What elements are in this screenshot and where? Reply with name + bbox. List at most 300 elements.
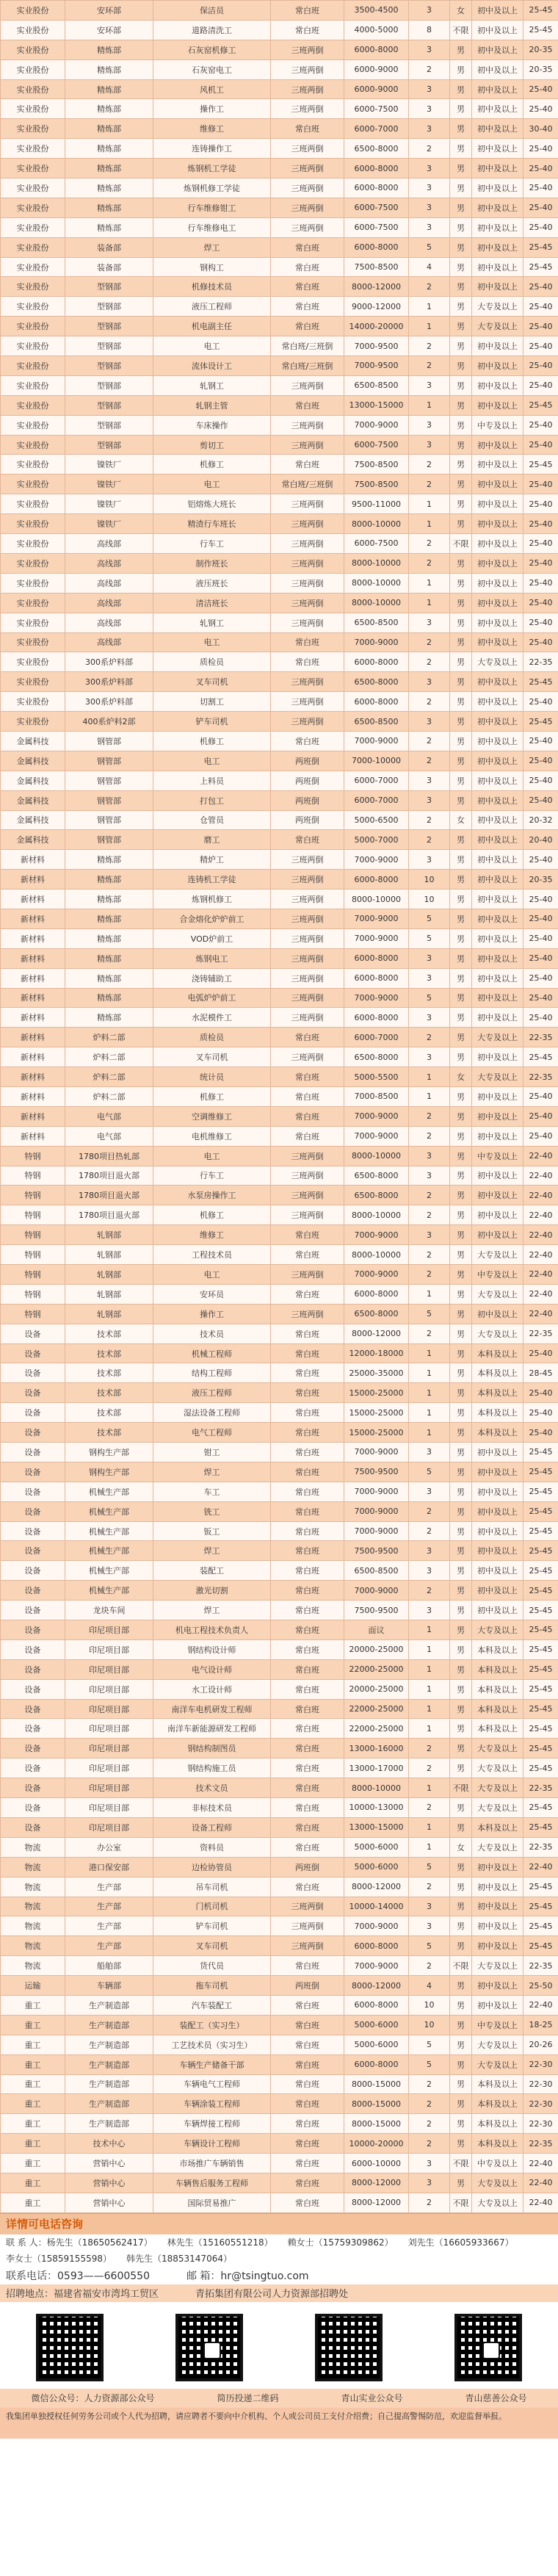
cell-gender: 男: [450, 1659, 472, 1679]
cell-headcount: 2: [409, 652, 450, 672]
cell-education: 初中及以上: [472, 237, 523, 257]
cell-department: 炉料二部: [65, 1067, 153, 1087]
cell-position: 切割工: [153, 692, 271, 712]
cell-company: 物流: [1, 1936, 65, 1956]
cell-education: 中专及以上: [472, 1146, 523, 1166]
cell-headcount: 2: [409, 751, 450, 771]
cell-position: 门机司机: [153, 1897, 271, 1916]
cell-age: 25-40: [523, 890, 558, 909]
cell-age: 25-40: [523, 178, 558, 198]
cell-gender: 男: [450, 593, 472, 613]
cell-education: 初中及以上: [472, 830, 523, 850]
cell-company: 物流: [1, 1956, 65, 1976]
cell-gender: 男: [450, 217, 472, 237]
cell-age: 25-40: [523, 573, 558, 593]
table-row: [1, 395, 558, 415]
cell-headcount: 5: [409, 2035, 450, 2054]
cell-gender: 男: [450, 632, 472, 652]
cell-age: 25-40: [523, 514, 558, 534]
cell-education: 初中及以上: [472, 988, 523, 1008]
cell-headcount: 10: [409, 870, 450, 890]
cell-position: 车工: [153, 1482, 271, 1501]
cell-salary: 6000-8000: [344, 237, 409, 257]
cell-salary: 22000-25000: [344, 1699, 409, 1719]
cell-age: 25-45: [523, 1561, 558, 1581]
table-row: [1, 1028, 558, 1047]
cell-education: 初中及以上: [472, 928, 523, 948]
cell-age: 22-40: [523, 2193, 558, 2212]
cell-salary: 7000-9000: [344, 1443, 409, 1462]
contact-yang: 联 系 人：杨先生（18650562417）: [6, 2237, 153, 2248]
cell-shift: 常白班: [271, 1403, 344, 1423]
cell-shift: 三班两倒: [271, 553, 344, 573]
cell-headcount: 1: [409, 1284, 450, 1304]
cell-position: 钢结构施工员: [153, 1758, 271, 1778]
cell-company: 实业股份: [1, 317, 65, 336]
cell-age: 25-45: [523, 237, 558, 257]
cell-company: 新材料: [1, 968, 65, 988]
cell-position: 液压工程师: [153, 1383, 271, 1403]
cell-shift: 常白班: [271, 317, 344, 336]
cell-salary: 13000-16000: [344, 1739, 409, 1758]
cell-education: 初中及以上: [472, 1205, 523, 1225]
cell-gender: 男: [450, 2094, 472, 2114]
cell-company: 设备: [1, 1778, 65, 1798]
cell-shift: 常白班: [271, 1086, 344, 1106]
cell-education: 大专及以上: [472, 1620, 523, 1640]
table-row: [1, 534, 558, 554]
cell-headcount: 2: [409, 1245, 450, 1265]
cell-shift: 三班两倒: [271, 1186, 344, 1205]
cell-gender: 男: [450, 1443, 472, 1462]
cell-department: 钢管部: [65, 830, 153, 850]
cell-company: 新材料: [1, 1008, 65, 1028]
cell-shift: 常白班: [271, 1363, 344, 1383]
table-row: [1, 119, 558, 139]
cell-position: 液压工程师: [153, 297, 271, 317]
cell-position: 电弧炉炉前工: [153, 988, 271, 1008]
cell-shift: 三班两倒: [271, 139, 344, 159]
cell-education: 本科及以上: [472, 2114, 523, 2134]
cell-salary: 7000-9000: [344, 1581, 409, 1601]
table-row: [1, 1284, 558, 1304]
cell-shift: 三班两倒: [271, 573, 344, 593]
cell-shift: 三班两倒: [271, 1166, 344, 1186]
table-row: [1, 1778, 558, 1798]
cell-position: 水泵房操作工: [153, 1186, 271, 1205]
cell-position: 钣工: [153, 1521, 271, 1541]
cell-education: 初中及以上: [472, 534, 523, 554]
cell-position: 轧钢工: [153, 375, 271, 395]
cell-gender: 男: [450, 1324, 472, 1343]
cell-department: 营销中心: [65, 2154, 153, 2173]
table-row: [1, 1245, 558, 1265]
cell-salary: 7000-9000: [344, 1106, 409, 1126]
cell-age: 25-40: [523, 632, 558, 652]
cell-age: 25-45: [523, 712, 558, 732]
cell-headcount: 4: [409, 257, 450, 277]
cell-headcount: 2: [409, 1186, 450, 1205]
cell-company: 实业股份: [1, 632, 65, 652]
cell-age: 20-35: [523, 40, 558, 59]
cell-headcount: 1: [409, 494, 450, 514]
cell-department: 生产制造部: [65, 2015, 153, 2035]
cell-headcount: 1: [409, 297, 450, 317]
cell-salary: 8000-12000: [344, 2173, 409, 2193]
phone-number[interactable]: 联系电话：0593——6600550: [6, 2270, 150, 2282]
email-address[interactable]: 邮 箱：hr@tsingtuo.com: [186, 2270, 309, 2282]
cell-headcount: 2: [409, 139, 450, 159]
cell-position: 浇铸辅助工: [153, 968, 271, 988]
cell-company: 设备: [1, 1324, 65, 1343]
cell-shift: 常白班: [271, 1245, 344, 1265]
cell-position: 保洁员: [153, 1, 271, 21]
cell-shift: 三班两倒: [271, 1265, 344, 1285]
cell-age: 25-40: [523, 356, 558, 376]
cell-department: 高线部: [65, 534, 153, 554]
cell-company: 运输: [1, 1976, 65, 1996]
cell-education: 初中及以上: [472, 1304, 523, 1324]
cell-shift: 三班两倒: [271, 534, 344, 554]
cell-shift: 常白班: [271, 1423, 344, 1443]
cell-department: 镍铁厂: [65, 475, 153, 494]
cell-gender: 男: [450, 652, 472, 672]
cell-headcount: 2: [409, 59, 450, 79]
cell-position: 水泥模件工: [153, 1008, 271, 1028]
cell-shift: 三班两倒: [271, 1916, 344, 1936]
cell-headcount: 3: [409, 1541, 450, 1561]
cell-headcount: 1: [409, 1086, 450, 1106]
cell-shift: 常白班: [271, 2193, 344, 2212]
cell-shift: 三班两倒: [271, 1897, 344, 1916]
cell-position: 剪切工: [153, 435, 271, 455]
cell-gender: 男: [450, 830, 472, 850]
cell-education: 本科及以上: [472, 2134, 523, 2154]
cell-company: 实业股份: [1, 198, 65, 217]
cell-education: 初中及以上: [472, 573, 523, 593]
cell-company: 设备: [1, 1659, 65, 1679]
cell-company: 设备: [1, 1817, 65, 1837]
contact-lin: 林先生（15160551218）: [167, 2237, 273, 2248]
cell-shift: 常白班: [271, 2035, 344, 2054]
table-row: [1, 2193, 558, 2212]
cell-salary: 5000-7000: [344, 830, 409, 850]
cell-company: 设备: [1, 1620, 65, 1640]
cell-position: 操作工: [153, 99, 271, 119]
cell-gender: 女: [450, 810, 472, 830]
cell-gender: 男: [450, 514, 472, 534]
table-row: [1, 1620, 558, 1640]
cell-gender: 男: [450, 1798, 472, 1818]
cell-company: 设备: [1, 1443, 65, 1462]
cell-company: 设备: [1, 1639, 65, 1659]
cell-position: 电工: [153, 751, 271, 771]
cell-salary: 6000-7500: [344, 198, 409, 217]
cell-department: 300系炉料部: [65, 692, 153, 712]
cell-company: 物流: [1, 1857, 65, 1877]
cell-department: 钢管部: [65, 751, 153, 771]
cell-education: 本科及以上: [472, 1719, 523, 1739]
table-row: [1, 692, 558, 712]
table-row: [1, 2074, 558, 2094]
qr-code-hr-icon[interactable]: [36, 2314, 104, 2381]
cell-position: 行车维修钳工: [153, 198, 271, 217]
address-bar: [0, 2284, 558, 2302]
cell-company: 新材料: [1, 1086, 65, 1106]
cell-position: 湿法设备工程师: [153, 1403, 271, 1423]
cell-shift: 常白班: [271, 1443, 344, 1462]
table-row: [1, 494, 558, 514]
cell-company: 重工: [1, 2193, 65, 2212]
cell-position: 车床操作: [153, 415, 271, 435]
cell-department: 生产部: [65, 1936, 153, 1956]
cell-gender: 男: [450, 494, 472, 514]
table-row: [1, 178, 558, 198]
cell-department: 机械生产部: [65, 1541, 153, 1561]
cell-headcount: 5: [409, 1857, 450, 1877]
cell-shift: 常白班: [271, 1501, 344, 1521]
cell-shift: 常白班: [271, 257, 344, 277]
cell-age: 25-40: [523, 415, 558, 435]
cell-department: 型钢部: [65, 435, 153, 455]
cell-age: 25-45: [523, 1639, 558, 1659]
cell-company: 重工: [1, 2154, 65, 2173]
qr-code-industry-icon[interactable]: [315, 2314, 383, 2381]
cell-age: 25-40: [523, 1106, 558, 1126]
cell-company: 实业股份: [1, 99, 65, 119]
cell-position: 道路清洗工: [153, 20, 271, 40]
cell-age: 25-40: [523, 613, 558, 632]
cell-position: 水工设计师: [153, 1679, 271, 1699]
cell-headcount: 1: [409, 1423, 450, 1443]
cell-shift: 三班两倒: [271, 59, 344, 79]
cell-gender: 男: [450, 1561, 472, 1581]
cell-education: 初中及以上: [472, 40, 523, 59]
cell-salary: 7000-8500: [344, 1086, 409, 1106]
cell-education: 初中及以上: [472, 870, 523, 890]
contact-li: 李女士（15859155598）: [6, 2254, 112, 2265]
cell-department: 精炼部: [65, 178, 153, 198]
cell-department: 精炼部: [65, 139, 153, 159]
table-row: [1, 1601, 558, 1620]
cell-salary: 6500-8500: [344, 613, 409, 632]
table-row: [1, 20, 558, 40]
cell-headcount: 5: [409, 1936, 450, 1956]
cell-shift: 三班两倒: [271, 948, 344, 968]
cell-education: 大专及以上: [472, 1324, 523, 1343]
cell-department: 轧钢部: [65, 1265, 153, 1285]
cell-headcount: 3: [409, 217, 450, 237]
cell-position: 拖车司机: [153, 1976, 271, 1996]
cell-company: 实业股份: [1, 336, 65, 356]
table-row: [1, 1561, 558, 1581]
cell-company: 设备: [1, 1758, 65, 1778]
cell-education: 初中及以上: [472, 1897, 523, 1916]
cell-age: 25-50: [523, 1976, 558, 1996]
cell-education: 初中及以上: [472, 1106, 523, 1126]
cell-gender: 男: [450, 1146, 472, 1166]
table-row: [1, 217, 558, 237]
cell-age: 20-26: [523, 2035, 558, 2054]
cell-headcount: 3: [409, 948, 450, 968]
table-row: [1, 1146, 558, 1166]
cell-salary: 8000-15000: [344, 2114, 409, 2134]
cell-gender: 男: [450, 198, 472, 217]
cell-education: 初中及以上: [472, 1086, 523, 1106]
cell-education: 初中及以上: [472, 1047, 523, 1067]
table-row: [1, 99, 558, 119]
cell-gender: 男: [450, 1265, 472, 1285]
cell-education: 初中及以上: [472, 1521, 523, 1541]
cell-company: 设备: [1, 1541, 65, 1561]
cell-headcount: 3: [409, 1601, 450, 1620]
table-row: [1, 455, 558, 475]
table-row: [1, 1877, 558, 1897]
cell-shift: 常白班: [271, 731, 344, 751]
cell-age: 25-40: [523, 1343, 558, 1363]
cell-company: 重工: [1, 2114, 65, 2134]
cell-company: 实业股份: [1, 1, 65, 21]
cell-education: 大专及以上: [472, 1739, 523, 1758]
table-row: [1, 514, 558, 534]
cell-education: 初中及以上: [472, 968, 523, 988]
cell-education: 初中及以上: [472, 119, 523, 139]
cell-gender: 男: [450, 553, 472, 573]
cell-shift: 常白班: [271, 20, 344, 40]
cell-position: 清洁班长: [153, 593, 271, 613]
qr-code-resume-icon[interactable]: [175, 2314, 243, 2381]
cell-department: 炉料二部: [65, 1028, 153, 1047]
cell-shift: 常白班: [271, 1, 344, 21]
cell-education: 大专及以上: [472, 1956, 523, 1976]
cell-age: 22-35: [523, 1837, 558, 1857]
cell-department: 高线部: [65, 593, 153, 613]
cell-headcount: 1: [409, 395, 450, 415]
cell-department: 生产制造部: [65, 2054, 153, 2074]
cell-education: 初中及以上: [472, 850, 523, 870]
cell-position: 装配工（实习生）: [153, 2015, 271, 2035]
cell-headcount: 1: [409, 1639, 450, 1659]
cell-headcount: 2: [409, 1798, 450, 1818]
cell-salary: 6000-7500: [344, 217, 409, 237]
cell-education: 大专及以上: [472, 2035, 523, 2054]
cell-gender: 男: [450, 968, 472, 988]
cell-education: 初中及以上: [472, 1, 523, 21]
cell-salary: 6000-8000: [344, 1936, 409, 1956]
cell-age: 25-45: [523, 20, 558, 40]
cell-department: 营销中心: [65, 2173, 153, 2193]
cell-age: 22-35: [523, 652, 558, 672]
cell-salary: 6000-8000: [344, 2054, 409, 2074]
cell-department: 精炼部: [65, 850, 153, 870]
cell-headcount: 1: [409, 573, 450, 593]
cell-gender: 男: [450, 1758, 472, 1778]
table-row: [1, 297, 558, 317]
cell-position: 机修工: [153, 455, 271, 475]
cell-department: 型钢部: [65, 277, 153, 297]
cell-department: 印尼项目部: [65, 1719, 153, 1739]
cell-company: 特钢: [1, 1304, 65, 1324]
cell-gender: 男: [450, 1639, 472, 1659]
cell-gender: 男: [450, 1343, 472, 1363]
table-row: [1, 1324, 558, 1343]
cell-department: 精炼部: [65, 870, 153, 890]
qr-code-charity-icon[interactable]: [454, 2314, 522, 2381]
cell-headcount: 1: [409, 1067, 450, 1087]
cell-department: 1780项目退火部: [65, 1205, 153, 1225]
cell-department: 技术部: [65, 1383, 153, 1403]
cell-salary: 6500-8000: [344, 139, 409, 159]
cell-education: 本科及以上: [472, 2094, 523, 2114]
cell-gender: 男: [450, 237, 472, 257]
cell-position: 车辆涂装工程师: [153, 2094, 271, 2114]
cell-company: 特钢: [1, 1146, 65, 1166]
cell-shift: 三班两倒: [271, 850, 344, 870]
table-row: [1, 1581, 558, 1601]
cell-shift: 三班两倒: [271, 672, 344, 692]
cell-department: 办公室: [65, 1837, 153, 1857]
cell-age: 25-45: [523, 1601, 558, 1620]
cell-education: 大专及以上: [472, 2193, 523, 2212]
cell-salary: 6000-8000: [344, 870, 409, 890]
cell-education: 初中及以上: [472, 810, 523, 830]
cell-headcount: 5: [409, 909, 450, 928]
cell-department: 精炼部: [65, 988, 153, 1008]
cell-gender: 男: [450, 1897, 472, 1916]
cell-education: 本科及以上: [472, 1659, 523, 1679]
cell-department: 1780项目退火部: [65, 1186, 153, 1205]
cell-gender: 男: [450, 1383, 472, 1403]
cell-company: 重工: [1, 2134, 65, 2154]
cell-salary: 7000-9000: [344, 1265, 409, 1285]
cell-company: 特钢: [1, 1225, 65, 1245]
cell-salary: 8000-15000: [344, 2094, 409, 2114]
cell-headcount: 3: [409, 1047, 450, 1067]
cell-salary: 4000-5000: [344, 20, 409, 40]
cell-position: 安环员: [153, 1284, 271, 1304]
cell-education: 大专及以上: [472, 652, 523, 672]
cell-age: 20-35: [523, 59, 558, 79]
cell-age: 20-32: [523, 810, 558, 830]
cell-age: 25-40: [523, 593, 558, 613]
cell-salary: 15000-25000: [344, 1423, 409, 1443]
cell-headcount: 3: [409, 79, 450, 99]
cell-age: 25-40: [523, 771, 558, 790]
cell-salary: 7000-10000: [344, 751, 409, 771]
cell-salary: 10000-20000: [344, 2134, 409, 2154]
cell-age: 22-40: [523, 1284, 558, 1304]
cell-education: 本科及以上: [472, 1343, 523, 1363]
cell-age: 25-45: [523, 1758, 558, 1778]
cell-department: 生产制造部: [65, 2114, 153, 2134]
cell-position: 电机维修工: [153, 1126, 271, 1146]
cell-department: 印尼项目部: [65, 1639, 153, 1659]
cell-headcount: 3: [409, 1008, 450, 1028]
cell-education: 初中及以上: [472, 1126, 523, 1146]
table-row: [1, 1798, 558, 1818]
cell-headcount: 2: [409, 277, 450, 297]
cell-age: 25-40: [523, 139, 558, 159]
cell-shift: 三班两倒: [271, 217, 344, 237]
cell-gender: 男: [450, 475, 472, 494]
cell-headcount: 3: [409, 771, 450, 790]
cell-age: 30-40: [523, 119, 558, 139]
cell-education: 初中及以上: [472, 1008, 523, 1028]
cell-department: 电气部: [65, 1126, 153, 1146]
cell-headcount: 2: [409, 1521, 450, 1541]
cell-age: 25-40: [523, 928, 558, 948]
cell-salary: 6500-8000: [344, 1166, 409, 1186]
